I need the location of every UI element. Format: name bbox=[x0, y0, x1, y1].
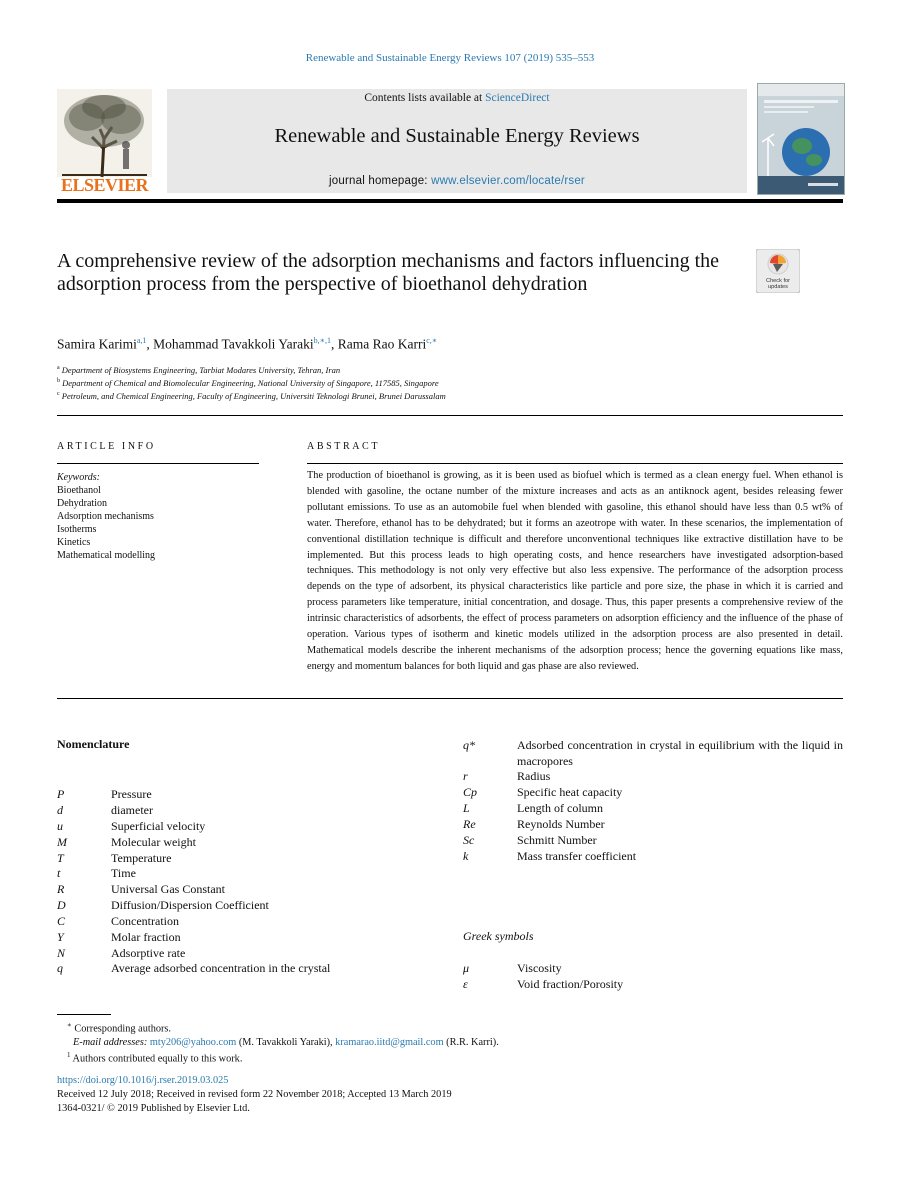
email-link-1[interactable]: mty206@yahoo.com bbox=[149, 1036, 237, 1048]
nomenclature-definition: Mass transfer coefficient bbox=[517, 849, 637, 863]
nomenclature-symbol: D bbox=[57, 898, 66, 912]
nomenclature-symbol: k bbox=[463, 849, 469, 863]
email-label: E-mail addresses: bbox=[73, 1036, 148, 1048]
email-note bbox=[57, 1036, 499, 1050]
journal-title: Renewable and Sustainable Energy Reviews bbox=[274, 125, 640, 147]
homepage-prefix: journal homepage: bbox=[329, 175, 432, 187]
article-info-heading: ARTICLE INFO bbox=[57, 441, 156, 452]
greek-symbols-heading: Greek symbols bbox=[463, 929, 534, 943]
nomenclature-row bbox=[463, 738, 843, 770]
affiliation-b-text: Department of Chemical and Biomolecular Engineering, National University of Singapore, 117585, Singapore bbox=[62, 378, 439, 388]
nomenclature-symbol: r bbox=[463, 769, 468, 783]
email-owner-2: (R.R. Karri). bbox=[443, 1036, 499, 1048]
abstract-bottom-rule bbox=[57, 698, 843, 699]
affiliation-a-text: Department of Biosystems Engineering, Tarbiat Modares University, Tehran, Iran bbox=[61, 365, 341, 375]
contents-line bbox=[167, 92, 747, 104]
nomenclature-symbol: t bbox=[57, 866, 61, 880]
keywords-rule bbox=[57, 463, 259, 464]
nomenclature-symbol: R bbox=[57, 882, 65, 896]
masthead-rule bbox=[57, 199, 843, 203]
greek-definition: Viscosity bbox=[517, 961, 562, 975]
footnotes bbox=[57, 1019, 499, 1066]
nomenclature-definition: Diffusion/Dispersion Coefficient bbox=[111, 898, 269, 912]
abstract-rule bbox=[307, 463, 843, 464]
keywords-block bbox=[57, 471, 155, 562]
corresponding-text: Corresponding authors. bbox=[74, 1023, 172, 1035]
crossmark-label-line2: updates bbox=[768, 284, 788, 290]
nomenclature-definition: Molecular weight bbox=[111, 835, 196, 849]
running-head[interactable]: Renewable and Sustainable Energy Reviews 107 (2019) 535–553 bbox=[305, 52, 595, 64]
nomenclature-definition: Molar fraction bbox=[111, 930, 181, 944]
nomenclature-definition: Reynolds Number bbox=[517, 817, 605, 831]
author-1-sep: , bbox=[146, 336, 154, 352]
author-1-marks[interactable]: a,1 bbox=[136, 336, 147, 345]
nomenclature-symbol: d bbox=[57, 803, 63, 817]
author-3-marks[interactable]: c,∗ bbox=[426, 336, 438, 345]
keyword-item[interactable]: Bioethanol bbox=[57, 485, 101, 496]
email-owner-1: (M. Tavakkoli Yaraki), bbox=[236, 1036, 336, 1048]
crossmark-label bbox=[766, 278, 790, 290]
affiliation-c-text: Petroleum, and Chemical Engineering, Faculty of Engineering, Universiti Teknologi Brunei, Brunei Darussalam bbox=[61, 391, 446, 401]
keyword-item[interactable]: Kinetics bbox=[57, 537, 91, 548]
affiliation-b bbox=[57, 378, 439, 388]
doi-link[interactable]: https://doi.org/10.1016/j.rser.2019.03.025 bbox=[57, 1075, 229, 1086]
nomenclature-definition: Length of column bbox=[517, 801, 603, 815]
keyword-item[interactable]: Adsorption mechanisms bbox=[57, 511, 154, 522]
affiliation-rule bbox=[57, 415, 843, 416]
publisher-name: ELSEVIER bbox=[60, 175, 149, 195]
equal-contribution-note bbox=[57, 1049, 499, 1066]
nomenclature-definition: Temperature bbox=[111, 851, 172, 865]
corresponding-note bbox=[57, 1019, 499, 1036]
nomenclature-definition: Average adsorbed concentration in the crystal bbox=[111, 961, 331, 975]
contents-prefix: Contents lists available at bbox=[364, 92, 486, 104]
nomenclature-symbol: Re bbox=[463, 817, 476, 831]
keyword-item[interactable]: Dehydration bbox=[57, 498, 107, 509]
keywords-label: Keywords: bbox=[57, 472, 100, 483]
author-2-sep: , bbox=[331, 336, 338, 352]
nomenclature-definition: Pressure bbox=[111, 787, 152, 801]
email-link-2[interactable]: kramarao.iitd@gmail.com bbox=[335, 1036, 444, 1048]
abstract-text: The production of bioethanol is growing, as it is been used as biofuel which is termed as a clean energy fuel. When ethanol is blended with gasoline, the octane number of the mixture increases and acts as an antiknock agent, besides releasing fewer pollutant emissions. To use as an automobile fuel when blended with gasoline, this ethanol should have less than 0.5 wt% of water. Therefore, ethanol has to be dehydrated; but it forms an azeotrope with water. In these scenarios, the implementation of conventional distillation technique is difficult and therefore unconventional techniques like extractive distillation have to be implemented. But this process leads to high operating costs, and hence researchers have investigated adsorption-based techniques. This methodology is not only very effective but also less expensive. The performance of the adsorption process depends on the type of adsorbent, its physical characteristics like particle and pore size, the phase in which it is carried and process parameters like temperature, initial concentration, and dosage. Thus, this paper presents a comprehensive review of the intrinsic characteristics of adsorbents, the effect of process parameters on adsorption efficiency and the influence of the phase of operation. Various types of isotherm and kinetic models utilized in the adsorption process are also presented in detail. Mathematical models describe the inherent mechanisms of the adsorption process; hence the governing equations like mass, energy and momentum balances for both liquid and gas phase are also reviewed. bbox=[307, 470, 843, 672]
nomenclature-definition: Universal Gas Constant bbox=[111, 882, 225, 896]
nomenclature-definition: Concentration bbox=[111, 914, 179, 928]
abstract-heading: ABSTRACT bbox=[307, 441, 381, 452]
corresponding-mark: ∗ bbox=[67, 1021, 72, 1029]
nomenclature-symbol: Y bbox=[57, 930, 64, 944]
received-dates: Received 12 July 2018; Received in revised form 22 November 2018; Accepted 13 March 2019 bbox=[57, 1089, 452, 1100]
author-2-name[interactable]: Mohammad Tavakkoli Yaraki bbox=[153, 336, 314, 352]
affiliation-c-mark: c bbox=[57, 391, 60, 398]
keyword-item[interactable]: Isotherms bbox=[57, 524, 97, 535]
nomenclature-symbol: Cp bbox=[463, 785, 478, 799]
nomenclature-symbol: Sc bbox=[463, 833, 475, 847]
affiliation-c bbox=[57, 391, 446, 401]
affiliation-b-mark: b bbox=[57, 378, 60, 385]
nomenclature-symbol: M bbox=[57, 835, 67, 849]
author-1-name[interactable]: Samira Karimi bbox=[57, 336, 137, 352]
nomenclature-definition: Radius bbox=[517, 769, 551, 783]
nomenclature-symbol: P bbox=[57, 787, 65, 801]
journal-masthead bbox=[57, 83, 843, 199]
keyword-item[interactable]: Mathematical modelling bbox=[57, 550, 156, 561]
nomenclature-symbol: q bbox=[57, 961, 63, 975]
greek-definition: Void fraction/Porosity bbox=[517, 977, 624, 991]
greek-symbol: ε bbox=[463, 977, 468, 991]
check-for-updates-icon[interactable] bbox=[756, 249, 800, 293]
homepage-link[interactable]: www.elsevier.com/locate/rser bbox=[431, 175, 585, 187]
journal-banner bbox=[167, 89, 747, 193]
nomenclature-heading: Nomenclature bbox=[57, 737, 130, 751]
greek-symbol: μ bbox=[463, 961, 470, 975]
author-list bbox=[57, 336, 437, 353]
author-3-name[interactable]: Rama Rao Karri bbox=[337, 336, 427, 352]
nomenclature-symbol: q* bbox=[463, 738, 475, 752]
nomenclature-symbol: T bbox=[57, 851, 64, 865]
nomenclature-definition: Superficial velocity bbox=[111, 819, 206, 833]
nomenclature-symbol: u bbox=[57, 819, 63, 833]
equal-text: Authors contributed equally to this work. bbox=[72, 1053, 243, 1065]
affiliation-a-mark: a bbox=[57, 365, 60, 372]
nomenclature-definition: Adsorbed concentration in crystal in equilibrium with the liquid in macropores bbox=[517, 738, 843, 768]
footnote-rule bbox=[57, 1014, 111, 1015]
equal-mark: 1 bbox=[67, 1051, 71, 1060]
author-2-marks[interactable]: b,∗,1 bbox=[313, 336, 332, 345]
nomenclature-definition: Specific heat capacity bbox=[517, 785, 623, 799]
nomenclature-symbol: L bbox=[463, 801, 470, 815]
nomenclature-definition: Adsorptive rate bbox=[111, 946, 186, 960]
publication-info bbox=[57, 1074, 452, 1116]
nomenclature-definition: diameter bbox=[111, 803, 153, 817]
copyright-line: 1364-0321/ © 2019 Published by Elsevier Ltd. bbox=[57, 1103, 250, 1114]
crossmark-label-line1: Check for bbox=[766, 278, 790, 284]
article-title: A comprehensive review of the adsorption mechanisms and factors influencing the adsorption process from the perspective of bioethanol dehydration bbox=[57, 250, 720, 295]
nomenclature-definition: Schmitt Number bbox=[517, 833, 597, 847]
nomenclature-symbol: N bbox=[57, 946, 66, 960]
nomenclature-symbol: C bbox=[57, 914, 66, 928]
homepage-line bbox=[167, 175, 747, 187]
journal-cover-image[interactable] bbox=[757, 83, 845, 195]
affiliation-a bbox=[57, 365, 340, 375]
sciencedirect-link[interactable]: ScienceDirect bbox=[485, 92, 550, 104]
nomenclature-definition: Time bbox=[111, 866, 136, 880]
